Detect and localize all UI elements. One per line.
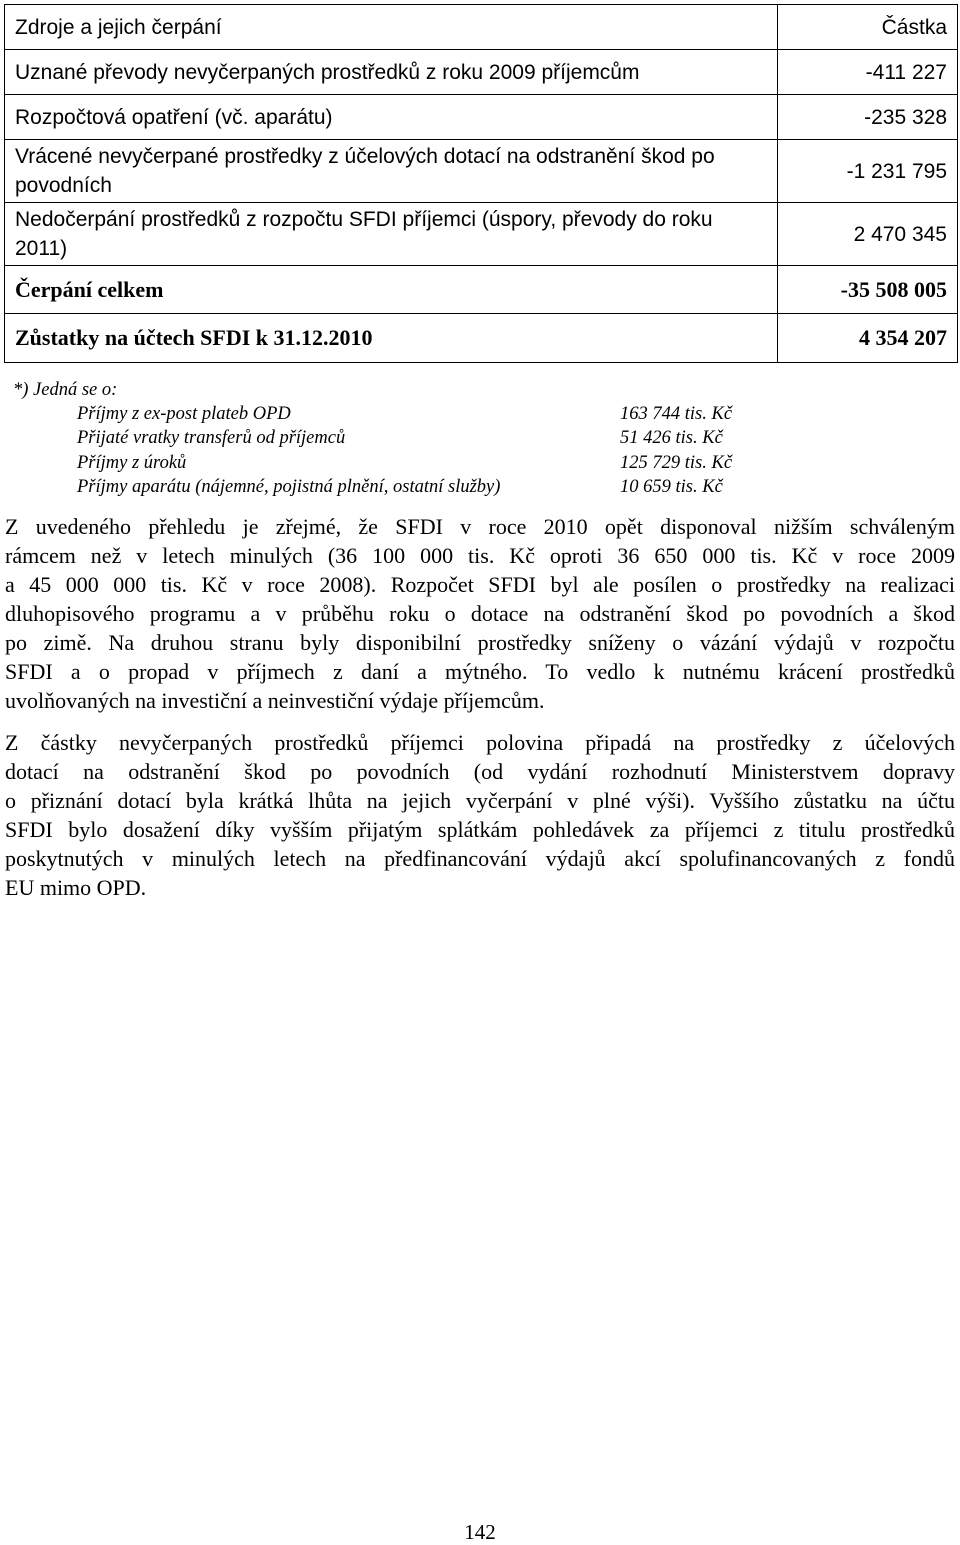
footnote-item: [77, 426, 777, 450]
footnote-item: [77, 475, 777, 499]
balance-value: 4 354 207: [778, 314, 958, 363]
total-value: -35 508 005: [778, 266, 958, 314]
paragraph-line: poskytnutých v minulých letech na předfinancování výdajů akcí spolufinancovaných z fondů: [5, 846, 955, 871]
header-value: Částka: [778, 5, 958, 50]
footnote-item: [77, 451, 777, 475]
paragraph-line: rámcem než v letech minulých (36 100 000 tis. Kč oproti 36 650 000 tis. Kč v roce 2009: [5, 543, 955, 568]
row-label: Nedočerpání prostředků z rozpočtu SFDI příjemci (úspory, převody do roku 2011): [5, 203, 778, 266]
paragraph-line: Z částky nevyčerpaných prostředků příjemci polovina připadá na prostředky z účelových: [5, 730, 955, 755]
balance-label: Zůstatky na účtech SFDI k 31.12.2010: [5, 314, 778, 363]
footnote: [13, 378, 117, 402]
footnote-item-value: 163 744 tis. Kč: [620, 404, 733, 424]
table-row: [5, 95, 958, 140]
paragraph-line: uvolňovaných na investiční a neinvestiční výdaje příjemcům.: [5, 688, 545, 713]
row-value: 2 470 345: [778, 203, 958, 266]
table-row: [5, 203, 958, 266]
table-row: [5, 50, 958, 95]
total-row: [5, 266, 958, 314]
paragraph-line: SFDI a o propad v příjmech z daní a mýtného. To vedlo k nutnému krácení prostředků: [5, 659, 955, 684]
footnote-title: *) Jedná se o:: [13, 380, 118, 400]
table-row: [5, 140, 958, 203]
paragraph-line: dotací na odstranění škod po povodních (od vydání rozhodnutí Ministerstvem dopravy: [5, 759, 955, 784]
footnote-item: [77, 402, 777, 426]
total-label: Čerpání celkem: [5, 266, 778, 314]
row-value: -235 328: [778, 95, 958, 140]
paragraph-line: dluhopisového programu a v průběhu roku o dotace na odstranění škod po povodních a škod: [5, 601, 955, 626]
paragraph-line: po zimě. Na druhou stranu byly disponibilní prostředky sníženy o vázání výdajů v rozpočtu: [5, 630, 955, 655]
balance-row: [5, 314, 958, 363]
row-value: -1 231 795: [778, 140, 958, 203]
paragraph-line: EU mimo OPD.: [5, 875, 147, 900]
paragraph-line: o přiznání dotací byla krátká lhůta na jejich vyčerpání v plné výši). Vyššího zůstatku na účtu: [5, 788, 955, 813]
footnote-item-label: Příjmy aparátu (nájemné, pojistná plnění, ostatní služby): [77, 477, 501, 497]
row-label: Uznané převody nevyčerpaných prostředků z roku 2009 příjemcům: [5, 50, 778, 95]
footnote-item-label: Přijaté vratky transferů od příjemců: [77, 428, 346, 448]
footnote-item-value: 125 729 tis. Kč: [620, 453, 733, 473]
paragraph-2: [5, 728, 955, 902]
row-label: Vrácené nevyčerpané prostředky z účelových dotací na odstranění škod po povodních: [5, 140, 778, 203]
footnote-item-label: Příjmy z úroků: [77, 453, 187, 473]
footnote-item-value: 51 426 tis. Kč: [620, 428, 723, 448]
paragraph-line: a 45 000 000 tis. Kč v roce 2008). Rozpočet SFDI byl ale posílen o prostředky na realizaci: [5, 572, 955, 597]
footnote-item-label: Příjmy z ex-post plateb OPD: [77, 404, 291, 424]
table-header-row: [5, 5, 958, 50]
page-number: 142: [464, 1520, 496, 1544]
footnote-item-value: 10 659 tis. Kč: [620, 477, 723, 497]
row-label: Rozpočtová opatření (vč. aparátu): [5, 95, 778, 140]
sources-table: [4, 4, 958, 363]
paragraph-line: SFDI bylo dosažení díky vyšším přijatým splátkám pohledávek za příjemci z titulu prostředků: [5, 817, 955, 842]
header-label: Zdroje a jejich čerpání: [5, 5, 778, 50]
row-value: -411 227: [778, 50, 958, 95]
paragraph-line: Z uvedeného přehledu je zřejmé, že SFDI v roce 2010 opět disponoval nižším schváleným: [5, 514, 955, 539]
paragraph-1: [5, 512, 955, 715]
